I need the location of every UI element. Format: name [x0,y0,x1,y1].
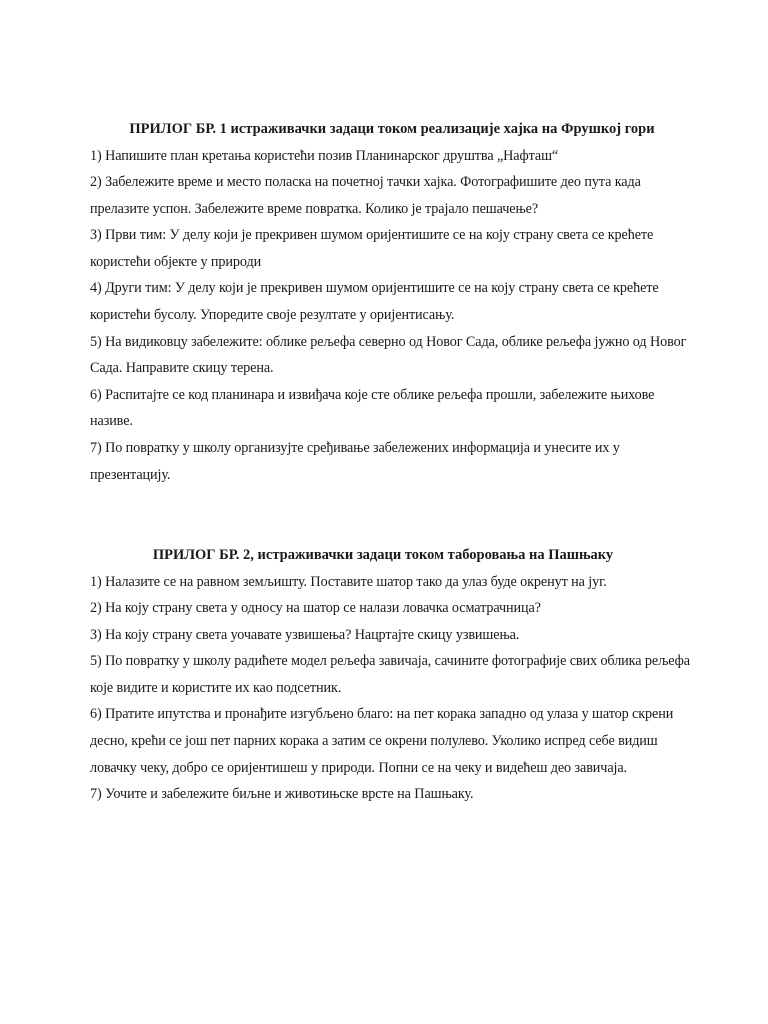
appendix-2-task-list [90,569,690,808]
task-item: 7) Уочите и забележите биљне и животињске врсте на Пашњаку. [90,786,474,803]
appendix-2 [90,542,690,808]
task-item: 2) На коју страну света у односу на шатор се налази ловачка осматрачница? [90,600,541,617]
task-item: 2) Забележите време и место поласка на почетној тачки хајка. Фотографишите део пута када прелазите успон. Забележите време повратка. Колико је трајало пешачење? [90,174,641,217]
appendix-1-heading: ПРИЛОГ БР. 1 истраживачки задаци током реализације хајка на Фрушкој гори [129,121,655,137]
task-item: 1) Напишите план кретања користећи позив Планинарског друштва „Нафташ“ [90,147,559,164]
task-item: 6) Пратите ипутства и пронађите изгубљено благо: на пет корака западно од улаза у шатор скрени десно, крећи се још пет парних корака а затим се окрени полулево. Уколико испред себе видиш ловачку чеку, добро се оријентишеш у природи. Попни се на чеку и видећеш део завичаја. [90,706,674,776]
task-item: 1) Налазите се на равном земљишту. Поставите шатор тако да улаз буде окренут на југ. [90,573,607,590]
appendix-1-task-list [90,143,690,489]
task-item: 5) На видиковцу забележите: облике рељефа северно од Новог Сада, облике рељефа јужно од Новог Сада. Направите скицу терена. [90,333,687,377]
task-item: 3) На коју страну света уочавате узвишења? Нацртајте скицу узвишења. [90,626,520,643]
task-item: 6) Распитајте се код планинара и извиђача које сте облике рељефа прошли, забележите њихове називе. [90,386,655,430]
task-item: 7) По повратку у школу организујте сређивање забележених информација и унесите их у презентацију. [90,440,620,483]
appendix-1 [90,116,690,488]
task-item: 4) Други тим: У делу који је прекривен шумом оријентишите се на коју страну света се крећете користећи бусолу. Упоредите своје резултате у оријентисању. [90,280,659,324]
appendix-2-heading: ПРИЛОГ БР. 2, истраживачки задаци током таборовања на Пашњаку [152,547,614,563]
task-item: 5) По повратку у школу радићете модел рељефа завичаја, сачините фотографије свих облика рељефа које видите и користите их као подсетник. [90,653,690,696]
task-item: 3) Први тим: У делу који је прекривен шумом оријентишите се на коју страну света се крећете користећи објекте у природи [90,227,654,270]
